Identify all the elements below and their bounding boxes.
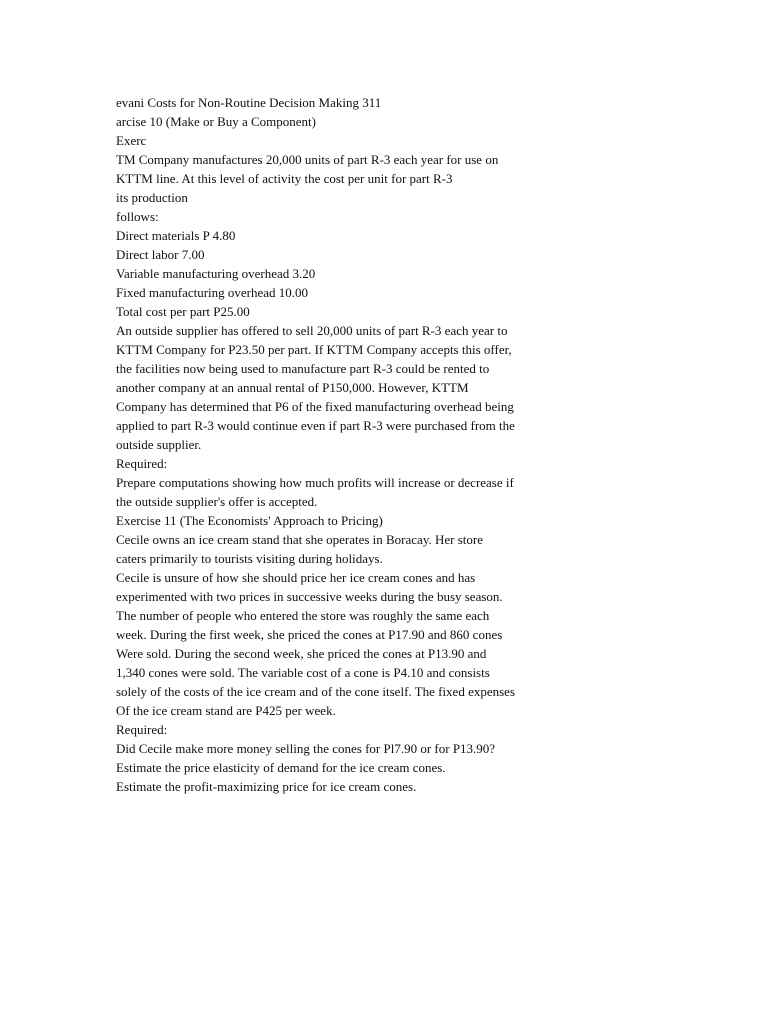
text-line: Exercise 11 (The Economists' Approach to Pricing) (116, 513, 383, 528)
text-line: Prepare computations showing how much profits will increase or decrease if (116, 475, 514, 490)
text-line: KTTM Company for P23.50 per part. If KTTM Company accepts this offer, (116, 342, 512, 357)
text-line: Did Cecile make more money selling the cones for Pl7.90 or for P13.90? (116, 741, 496, 756)
text-line: Cecile is unsure of how she should price her ice cream cones and has (116, 570, 476, 585)
text-line: Exerc (116, 133, 147, 148)
text-line: Direct materials P 4.80 (116, 228, 236, 243)
text-line: applied to part R-3 would continue even if part R-3 were purchased from the (116, 418, 515, 433)
text-line: The number of people who entered the store was roughly the same each (116, 608, 490, 623)
text-line: follows: (116, 209, 159, 224)
text-line: Direct labor 7.00 (116, 247, 205, 262)
text-line: Required: (116, 722, 168, 737)
text-line: Estimate the profit-maximizing price for ice cream cones. (116, 779, 417, 794)
text-line: Fixed manufacturing overhead 10.00 (116, 285, 309, 300)
text-line: Variable manufacturing overhead 3.20 (116, 266, 316, 281)
text-line: the facilities now being used to manufacture part R-3 could be rented to (116, 361, 490, 376)
text-line: experimented with two prices in successive weeks during the busy season. (116, 589, 503, 604)
text-line: Company has determined that P6 of the fixed manufacturing overhead being (116, 399, 514, 414)
text-line: An outside supplier has offered to sell 20,000 units of part R-3 each year to (116, 323, 508, 338)
text-line: Required: (116, 456, 168, 471)
text-line: 1,340 cones were sold. The variable cost of a cone is P4.10 and consists (116, 665, 490, 680)
text-line: evani Costs for Non-Routine Decision Making 311 (116, 95, 382, 110)
text-line: caters primarily to tourists visiting during holidays. (116, 551, 383, 566)
text-line: another company at an annual rental of P150,000. However, KTTM (116, 380, 469, 395)
document-text-block (116, 93, 756, 796)
text-line: Of the ice cream stand are P425 per week. (116, 703, 336, 718)
text-line: week. During the first week, she priced the cones at P17.90 and 860 cones (116, 627, 503, 642)
text-line: Cecile owns an ice cream stand that she operates in Boracay. Her store (116, 532, 483, 547)
text-line: the outside supplier's offer is accepted. (116, 494, 318, 509)
text-line: outside supplier. (116, 437, 202, 452)
text-line: Were sold. During the second week, she priced the cones at P13.90 and (116, 646, 487, 661)
text-line: arcise 10 (Make or Buy a Component) (116, 114, 317, 129)
text-line: its production (116, 190, 188, 205)
text-line: solely of the costs of the ice cream and of the cone itself. The fixed expenses (116, 684, 516, 699)
text-line: TM Company manufactures 20,000 units of part R-3 each year for use on (116, 152, 499, 167)
text-line: KTTM line. At this level of activity the cost per unit for part R-3 (116, 171, 453, 186)
text-line: Total cost per part P25.00 (116, 304, 250, 319)
text-line: Estimate the price elasticity of demand for the ice cream cones. (116, 760, 446, 775)
